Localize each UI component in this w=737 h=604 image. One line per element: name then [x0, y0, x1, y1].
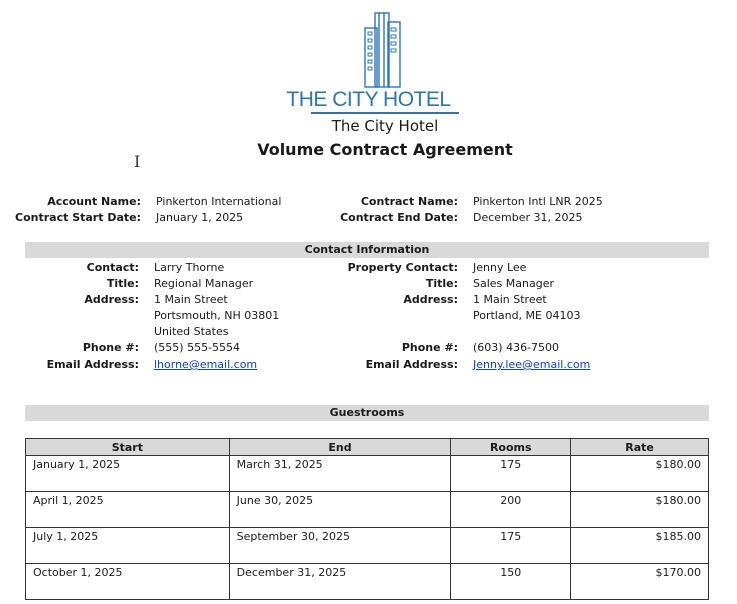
- table-row: [26, 456, 709, 492]
- guestrooms-header: Guestrooms: [25, 405, 709, 421]
- rate-cell: $180.00: [571, 456, 709, 492]
- contract-start-label: Contract Start Date:: [15, 211, 141, 224]
- property-phone-label: Phone #:: [401, 341, 458, 354]
- end-cell: March 31, 2025: [229, 456, 451, 492]
- account-name-label: Account Name:: [47, 195, 141, 208]
- hotel-name: The City Hotel: [331, 117, 439, 135]
- contact-email-link[interactable]: lhorne@email.com: [154, 358, 258, 371]
- start-cell: April 1, 2025: [26, 492, 230, 528]
- contract-end-label: Contract End Date:: [340, 211, 458, 224]
- property-address-line2: Portland, ME 04103: [473, 309, 581, 322]
- contact-phone-value: (555) 555-5554: [154, 341, 241, 354]
- property-contact-value: Jenny Lee: [473, 261, 527, 274]
- contact-label: Contact:: [86, 261, 139, 274]
- column-header-rooms: Rooms: [451, 439, 571, 456]
- table-row: [26, 564, 709, 600]
- table-row: [26, 528, 709, 564]
- document-title: Volume Contract Agreement: [257, 140, 513, 159]
- contract-name-value: Pinkerton Intl LNR 2025: [473, 195, 603, 208]
- logo-underline: [311, 112, 459, 114]
- text-cursor-icon: I: [134, 152, 141, 171]
- guestrooms-table: [25, 438, 709, 600]
- contact-value: Larry Thorne: [154, 261, 225, 274]
- contact-phone-label: Phone #:: [82, 341, 139, 354]
- contact-email-label: Email Address:: [46, 358, 139, 371]
- rate-cell: $170.00: [571, 564, 709, 600]
- property-title-value: Sales Manager: [473, 277, 554, 290]
- property-email-label: Email Address:: [365, 358, 458, 371]
- contract-name-label: Contract Name:: [360, 195, 458, 208]
- property-address-line1: 1 Main Street: [473, 293, 547, 306]
- rooms-cell: 150: [451, 564, 571, 600]
- start-cell: October 1, 2025: [26, 564, 230, 600]
- column-header-start: Start: [26, 439, 230, 456]
- contact-address-label: Address:: [84, 293, 139, 306]
- rooms-cell: 175: [451, 528, 571, 564]
- contract-end-value: December 31, 2025: [473, 211, 583, 224]
- contact-address-line3: United States: [154, 325, 229, 338]
- contact-title-label: Title:: [106, 277, 139, 290]
- rooms-cell: 175: [451, 456, 571, 492]
- property-contact-label: Property Contact:: [347, 261, 458, 274]
- property-email-link[interactable]: Jenny.lee@email.com: [473, 358, 591, 371]
- start-cell: July 1, 2025: [26, 528, 230, 564]
- rate-cell: $180.00: [571, 492, 709, 528]
- property-phone-value: (603) 436-7500: [473, 341, 560, 354]
- contact-info-header: Contact Information: [25, 242, 709, 258]
- rooms-cell: 200: [451, 492, 571, 528]
- contact-address-line1: 1 Main Street: [154, 293, 228, 306]
- table-row: [26, 492, 709, 528]
- property-address-label: Address:: [403, 293, 458, 306]
- start-cell: January 1, 2025: [26, 456, 230, 492]
- contract-start-value: January 1, 2025: [156, 211, 244, 224]
- contact-address-line2: Portsmouth, NH 03801: [154, 309, 280, 322]
- end-cell: June 30, 2025: [229, 492, 451, 528]
- property-title-label: Title:: [425, 277, 458, 290]
- end-cell: September 30, 2025: [229, 528, 451, 564]
- account-name-value: Pinkerton International: [156, 195, 282, 208]
- contact-title-value: Regional Manager: [154, 277, 254, 290]
- rate-cell: $185.00: [571, 528, 709, 564]
- end-cell: December 31, 2025: [229, 564, 451, 600]
- column-header-rate: Rate: [571, 439, 709, 456]
- hotel-building-logo-icon: [360, 12, 410, 88]
- logo-wordmark: THE CITY HOTEL: [286, 88, 451, 111]
- column-header-end: End: [229, 439, 451, 456]
